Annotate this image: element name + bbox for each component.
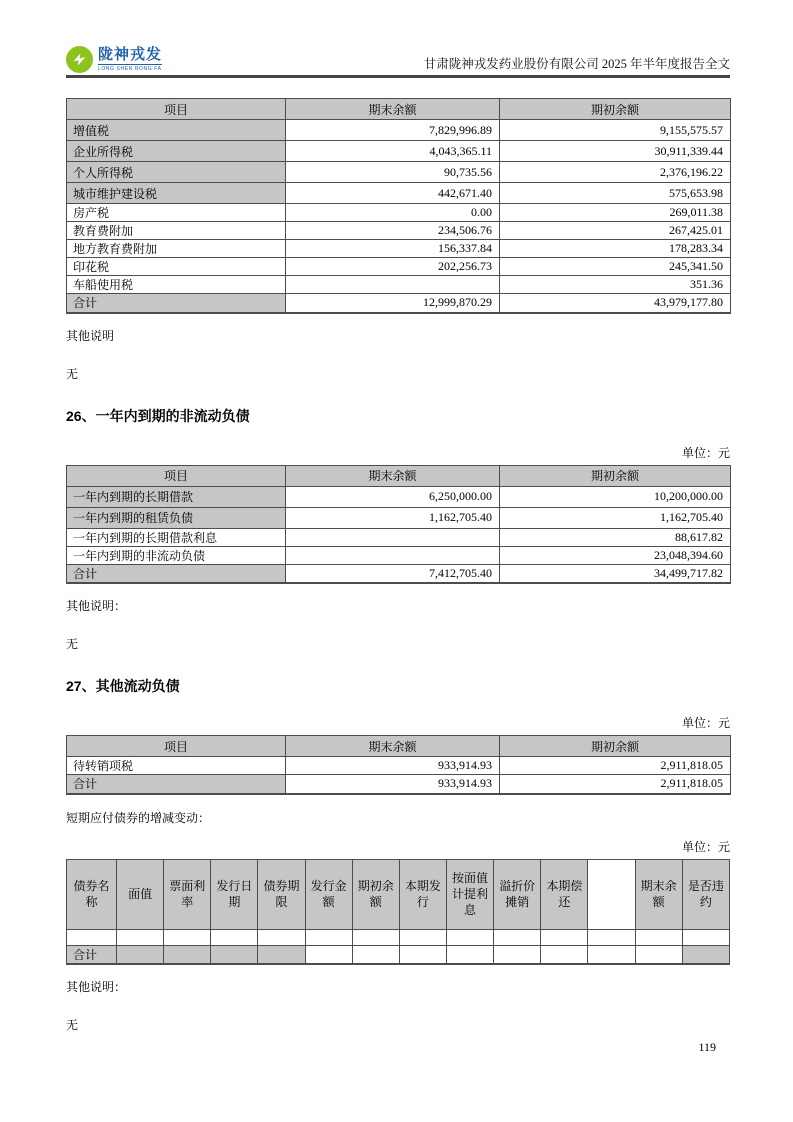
table-row <box>67 507 731 528</box>
document-title: 甘肃陇神戎发药业股份有限公司 2025 年半年度报告全文 <box>423 57 730 71</box>
col-header-premium-amortization: 溢折价摊销 <box>494 859 541 929</box>
table-row <box>67 222 731 240</box>
table-cell <box>682 929 729 945</box>
table-cell <box>211 945 258 964</box>
ending-balance: 933,914.93 <box>286 757 500 775</box>
table-cell <box>635 945 682 964</box>
col-header-current-repayment: 本期偿还 <box>541 859 588 929</box>
bond-change-label: 短期应付债券的增减变动： <box>66 810 211 825</box>
beginning-balance: 30,911,339.44 <box>500 141 731 162</box>
col-header-interest-at-face: 按面值计提利息 <box>446 859 493 929</box>
other-note-value: 无 <box>66 1018 79 1032</box>
col-header-blank <box>588 859 635 929</box>
table-empty-row <box>67 929 730 945</box>
col-header-coupon-rate: 票面利率 <box>164 859 211 929</box>
beginning-balance: 23,048,394.60 <box>500 546 731 564</box>
table-cell <box>399 945 446 964</box>
table-cell <box>211 929 258 945</box>
table-cell <box>67 929 117 945</box>
beginning-balance: 269,011.38 <box>500 204 731 222</box>
beginning-balance: 2,911,818.05 <box>500 775 731 794</box>
section-27-heading: 27、其他流动负债 <box>66 678 180 694</box>
other-note-value: 无 <box>66 637 79 651</box>
col-header-bond-term: 债券期限 <box>258 859 305 929</box>
ending-balance <box>286 546 500 564</box>
table-cell <box>117 929 164 945</box>
table-cell <box>164 929 211 945</box>
table-row <box>67 240 731 258</box>
table-header-row <box>67 465 731 486</box>
table-header-row <box>67 859 730 929</box>
table-row <box>67 141 731 162</box>
ending-balance <box>286 528 500 546</box>
section-26-heading: 26、一年内到期的非流动负债 <box>66 407 250 424</box>
ending-balance: 442,671.40 <box>286 183 500 204</box>
ending-balance: 156,337.84 <box>286 240 500 258</box>
other-note-label: 其他说明： <box>66 980 127 994</box>
table-row <box>67 528 731 546</box>
ending-balance: 7,412,705.40 <box>286 564 500 583</box>
table-cell <box>164 945 211 964</box>
beginning-balance: 88,617.82 <box>500 528 731 546</box>
tax-table <box>66 98 731 314</box>
table-cell <box>588 945 635 964</box>
table-row <box>67 276 731 294</box>
ending-balance <box>286 276 500 294</box>
table-cell <box>352 945 399 964</box>
col-header-ending-balance: 期末余额 <box>635 859 682 929</box>
ending-balance: 12,999,870.29 <box>286 294 500 313</box>
table-row <box>67 258 731 276</box>
row-label: 合计 <box>67 294 286 313</box>
col-header-ending-balance: 期末余额 <box>286 99 500 120</box>
row-label: 一年内到期的非流动负债 <box>67 546 286 564</box>
ending-balance: 90,735.56 <box>286 162 500 183</box>
col-header-beginning-balance: 期初余额 <box>500 736 731 757</box>
beginning-balance: 1,162,705.40 <box>500 507 731 528</box>
row-label: 一年内到期的长期借款 <box>67 486 286 507</box>
page-header <box>66 0 730 73</box>
table-row <box>67 204 731 222</box>
table-cell <box>352 929 399 945</box>
ending-balance: 4,043,365.11 <box>286 141 500 162</box>
table-total-row <box>67 775 731 794</box>
table-total-row <box>67 564 731 583</box>
table-row <box>67 120 731 141</box>
table-cell <box>494 945 541 964</box>
table-row <box>67 546 731 564</box>
col-header-item: 项目 <box>67 736 286 757</box>
row-label: 个人所得税 <box>67 162 286 183</box>
company-logo <box>66 46 162 73</box>
col-header-issue-date: 发行日期 <box>211 859 258 929</box>
col-header-issue-amount: 发行金额 <box>305 859 352 929</box>
unit-label: 单位：元 <box>681 716 730 730</box>
table-cell <box>682 945 729 964</box>
beginning-balance: 351.36 <box>500 276 731 294</box>
table-header-row <box>67 736 731 757</box>
row-label: 印花税 <box>67 258 286 276</box>
row-label: 城市维护建设税 <box>67 183 286 204</box>
table-cell <box>541 945 588 964</box>
row-label: 房产税 <box>67 204 286 222</box>
table-row <box>67 162 731 183</box>
row-label: 车船使用税 <box>67 276 286 294</box>
row-label: 企业所得税 <box>67 141 286 162</box>
other-note-label: 其他说明 <box>66 328 115 343</box>
row-label: 合计 <box>67 775 286 794</box>
table-cell <box>258 929 305 945</box>
table-cell <box>258 945 305 964</box>
bird-glyph-icon <box>71 51 88 68</box>
col-header-bond-name: 债券名称 <box>67 859 117 929</box>
header-divider <box>66 75 730 78</box>
col-header-beginning-balance: 期初余额 <box>500 465 731 486</box>
col-header-default-status: 是否违约 <box>682 859 729 929</box>
beginning-balance: 43,979,177.80 <box>500 294 731 313</box>
table-cell <box>117 945 164 964</box>
row-label: 合计 <box>67 564 286 583</box>
table-header-row <box>67 99 731 120</box>
beginning-balance: 34,499,717.82 <box>500 564 731 583</box>
logo-text <box>98 47 162 72</box>
table-cell <box>541 929 588 945</box>
bond-table <box>66 859 730 966</box>
row-label: 地方教育费附加 <box>67 240 286 258</box>
table-cell <box>446 945 493 964</box>
row-label: 合计 <box>67 945 117 964</box>
col-header-item: 项目 <box>67 99 286 120</box>
table-row <box>67 486 731 507</box>
beginning-balance: 178,283.34 <box>500 240 731 258</box>
table-total-row <box>67 945 730 964</box>
brand-name-cn: 陇神戎发 <box>98 46 163 63</box>
table-cell <box>446 929 493 945</box>
ending-balance: 6,250,000.00 <box>286 486 500 507</box>
beginning-balance: 575,653.98 <box>500 183 731 204</box>
row-label: 增值税 <box>67 120 286 141</box>
brand-name-en: LONG SHEN RONG FA <box>98 66 162 72</box>
ending-balance: 0.00 <box>286 204 500 222</box>
col-header-beginning-balance: 期初余额 <box>500 99 731 120</box>
other-note-value: 无 <box>66 366 79 381</box>
beginning-balance: 2,376,196.22 <box>500 162 731 183</box>
row-label: 待转销项税 <box>67 757 286 775</box>
page-number: 119 <box>698 1040 716 1054</box>
table-cell <box>588 929 635 945</box>
unit-label: 单位：元 <box>681 839 730 854</box>
col-header-current-issue: 本期发行 <box>399 859 446 929</box>
ending-balance: 234,506.76 <box>286 222 500 240</box>
logo-icon <box>66 46 93 73</box>
col-header-item: 项目 <box>67 465 286 486</box>
col-header-ending-balance: 期末余额 <box>286 736 500 757</box>
row-label: 教育费附加 <box>67 222 286 240</box>
beginning-balance: 2,911,818.05 <box>500 757 731 775</box>
other-note-label: 其他说明： <box>66 599 127 613</box>
table-cell <box>635 929 682 945</box>
beginning-balance: 9,155,575.57 <box>500 120 731 141</box>
ending-balance: 7,829,996.89 <box>286 120 500 141</box>
unit-label: 单位：元 <box>681 445 730 460</box>
table-cell <box>399 929 446 945</box>
beginning-balance: 245,341.50 <box>500 258 731 276</box>
table-row <box>67 757 731 775</box>
row-label: 一年内到期的长期借款利息 <box>67 528 286 546</box>
table-row <box>67 183 731 204</box>
noncurrent-liabilities-table <box>66 465 731 585</box>
col-header-ending-balance: 期末余额 <box>286 465 500 486</box>
beginning-balance: 267,425.01 <box>500 222 731 240</box>
ending-balance: 202,256.73 <box>286 258 500 276</box>
table-cell <box>305 945 352 964</box>
table-cell <box>305 929 352 945</box>
beginning-balance: 10,200,000.00 <box>500 486 731 507</box>
col-header-face-value: 面值 <box>117 859 164 929</box>
table-total-row <box>67 294 731 313</box>
col-header-beginning-balance: 期初余额 <box>352 859 399 929</box>
row-label: 一年内到期的租赁负债 <box>67 507 286 528</box>
ending-balance: 1,162,705.40 <box>286 507 500 528</box>
table-cell <box>494 929 541 945</box>
ending-balance: 933,914.93 <box>286 775 500 794</box>
other-current-liabilities-table <box>66 735 731 795</box>
